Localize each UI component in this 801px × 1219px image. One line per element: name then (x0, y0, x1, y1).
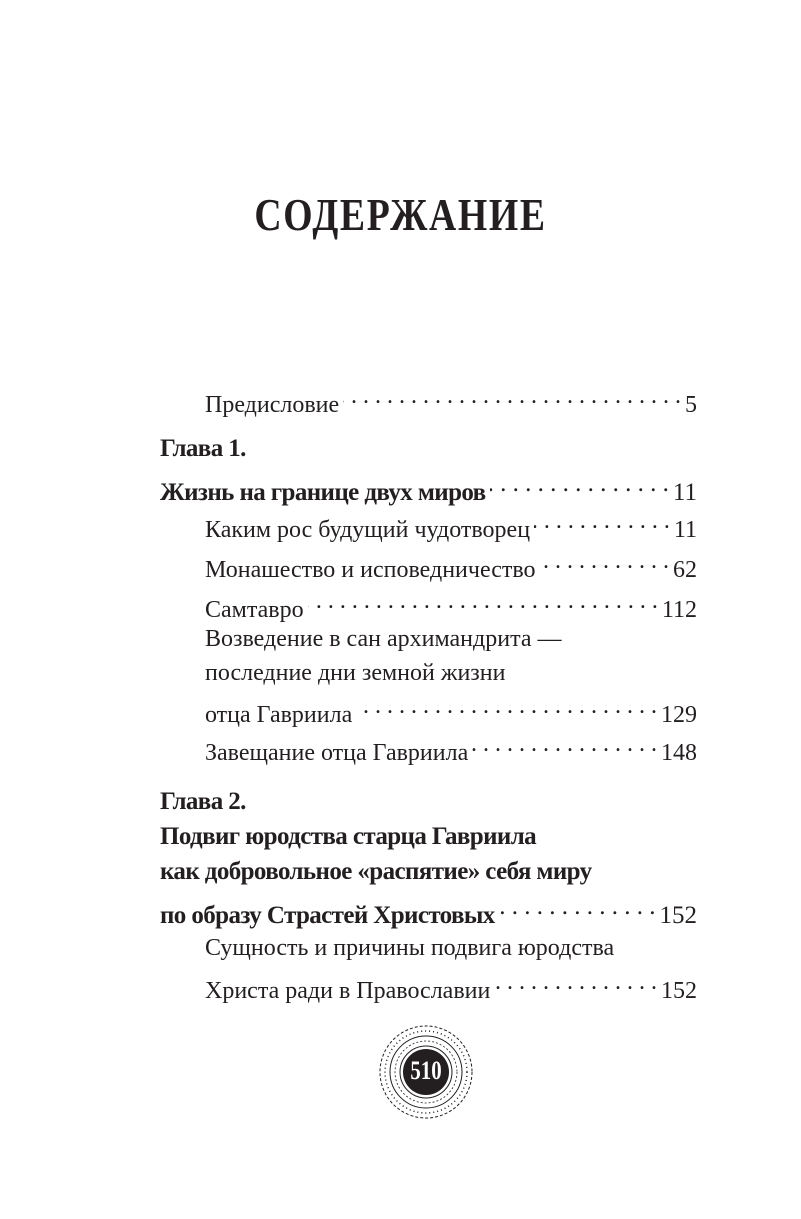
toc-entry (205, 969, 697, 1003)
entry-page: 11 (672, 479, 697, 506)
entry-text: Каким рос будущий чудотворец (205, 516, 531, 543)
entry-text: Завещание отца Гавриила (205, 739, 469, 766)
entry-text: Самтавро (205, 596, 304, 623)
toc-entry-line (205, 935, 697, 969)
dot-leader (499, 893, 656, 923)
toc-entry-line (160, 858, 697, 892)
entry-text: Христа ради в Православии (205, 977, 491, 1004)
dot-leader (472, 731, 657, 760)
entry-text: Жизнь на границе двух миров (160, 479, 486, 506)
chapter-number: Глава 1. (160, 435, 246, 462)
chapter-label (160, 788, 697, 822)
dot-leader (534, 508, 670, 537)
page-number: 510 (410, 1056, 442, 1085)
entry-text: Монашество и исповедничество (205, 556, 536, 583)
entry-text: по образу Страстей Христовых (160, 902, 495, 929)
entry-text: Предисловие (205, 391, 340, 418)
dot-leader (308, 588, 658, 617)
entry-page: 11 (673, 516, 697, 543)
toc-entry (205, 693, 697, 727)
page-title: СОДЕРЖАНИЕ (254, 189, 547, 240)
entry-page: 112 (661, 596, 697, 623)
entry-text: отца Гавриила (205, 701, 353, 728)
dot-leader (356, 693, 657, 722)
toc-entry-line (160, 823, 697, 857)
toc-entry-line (205, 626, 697, 660)
dot-leader (494, 969, 657, 998)
entry-page: 62 (673, 556, 697, 583)
toc-entry (205, 383, 697, 417)
entry-page: 152 (659, 902, 697, 929)
entry-page: 148 (661, 739, 697, 766)
chapter-number: Глава 2. (160, 788, 246, 815)
toc-entry (205, 508, 697, 542)
toc-entry (205, 731, 697, 765)
entry-page: 129 (661, 701, 697, 728)
toc-entry (160, 893, 697, 927)
entry-text: последние дни земной жизни (205, 660, 506, 686)
dot-leader (540, 548, 669, 577)
toc-entry-line (205, 660, 697, 694)
entry-page: 152 (661, 977, 697, 1004)
dot-leader (343, 383, 681, 412)
entry-text: как добровольное «распятие» себя миру (160, 858, 592, 885)
toc-entry (160, 470, 697, 504)
toc-entry (205, 548, 697, 582)
page-number-ornament (376, 1022, 476, 1122)
entry-text: Подвиг юродства старца Гавриила (160, 823, 537, 850)
entry-page: 5 (685, 391, 697, 418)
entry-text: Возведение в сан архимандрита — (205, 626, 562, 652)
dot-leader (490, 470, 669, 500)
entry-text: Сущность и причины подвига юродства (205, 935, 615, 961)
toc-entry (205, 588, 697, 622)
chapter-label (160, 435, 697, 469)
